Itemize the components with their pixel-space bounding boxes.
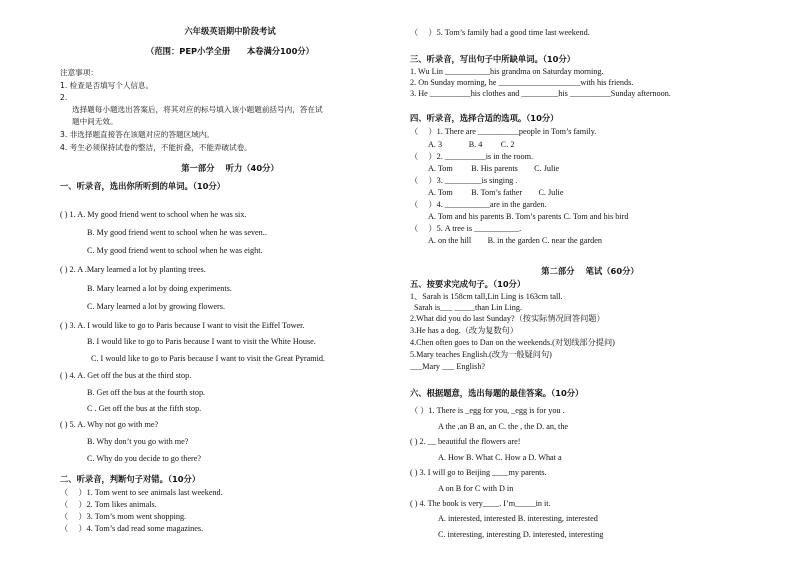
question-line: 2.What did you do last Sunday?（按实际情况回答问题） [410,314,605,323]
question-line: ___Mary ___ English? [410,362,486,371]
option-line: A. 3 B. 4 C. 2 [428,140,515,149]
section-two-heading: 二、听录音，判断句子对错。（10分） [60,474,201,484]
option-line: A. on the hill B. in the garden C. near the garden [428,236,602,245]
question-line: ( ) 1. A. My good friend went to school when he was six. [60,210,247,219]
question-line: ( ) 4. A. Get off the bus at the third stop. [60,371,192,380]
notice-item: 选择题每小题选出答案后，将其对应的标号填入该小题题前括号内，答在试 [72,105,323,114]
question-line: ( ) 4. The book is very____. I’m_____in it. [410,499,551,508]
question-line: （ ）5. A tree is ___________. [410,224,522,233]
notice-item: 1. 检查是否填写个人信息。 [60,81,154,90]
question-line: （ ）2. Tom likes animals. [60,500,157,509]
notice-item: 3. 非选择题直接答在该题对应的答题区域内。 [60,130,214,139]
question-line: （ ）1. There is _egg for you, _egg is for you . [410,406,565,415]
part-one-heading: 第一部分 听力（40分） [181,163,279,173]
option-line: C. Why do you decide to go there? [87,454,201,463]
option-line: A the ,an B an, an C. the , the D. an, the [438,422,569,431]
option-line: C. interesting, interesting D. interested, interesting [438,530,604,539]
question-line: （ ）4. ___________are in the garden. [410,200,547,209]
notice-item: 题中间无效。 [72,117,118,126]
notice-item: 4. 考生必须保持试卷的整洁，不能折叠，不能弄破试卷。 [60,143,252,152]
option-line: C . Get off the bus at the fifth stop. [87,404,202,413]
section-one-heading: 一、听录音，选出你所听到的单词。（10分） [60,181,226,191]
option-line: A. interested, interested B. interesting, interested [438,514,598,523]
option-line: A on B for C with D in [438,484,514,493]
option-line: B. Why don’t you go with me? [87,437,189,446]
notice-heading: 注意事项： [60,68,98,77]
question-line: ( ) 3. I will go to Beijing ____my parents. [410,468,547,477]
option-line: C. I would like to go to Paris because I want to visit the Great Pyramid. [91,354,325,363]
option-line: A. Tom B. Tom’s father C. Julie [428,188,564,197]
option-line: B. I would like to go to Paris because I want to visit the White House. [87,337,316,346]
option-line: B. My good friend went to school when he was seven.. [87,228,267,237]
question-line: 1. Wu Lin ___________his grandma on Saturday morning. [410,67,604,76]
option-line: C. Mary learned a lot by growing flowers. [87,302,226,311]
exam-title: 六年级英语期中阶段考试 [184,26,276,36]
section-three-heading: 三、听录音，写出句子中所缺单词。（10分） [410,54,576,64]
question-line: 5.Mary teaches English.(改为一般疑问句) [410,350,552,359]
section-six-heading: 六、根据题意，选出每题的最佳答案。（10分） [410,388,584,398]
section-five-heading: 五、按要求完成句子。（10分） [410,279,526,289]
question-line: Sarah is___ _____than Lin Ling. [414,303,523,312]
question-line: 3. He __________his clothes and _________his __________Sunday afternoon. [410,89,671,98]
exam-subtitle: （范围：PEP小学全册 本卷满分100分） [146,46,314,56]
question-line: （ ）1. Tom went to see animals last weekend. [60,488,223,497]
question-line: ( ) 2. __ beautiful the flowers are! [410,437,521,446]
option-line: B. Mary learned a lot by doing experiments. [87,284,232,293]
option-line: A. Tom and his parents B. Tom’s parents C. Tom and his bird [428,212,629,221]
part-two-heading: 第二部分 笔试（60分） [541,266,639,276]
question-line: （ ）5. Tom’s family had a good time last weekend. [410,28,590,37]
option-line: A. How B. What C. How a D. What a [438,453,562,462]
question-line: （ ）2. __________is in the room. [410,152,534,161]
question-line: 1、Sarah is 158cm tall,Lin Ling is 163cm tall. [410,292,563,301]
option-line: A. Tom B. His parents C. Julie [428,164,560,173]
section-four-heading: 四、听录音，选择合适的选项。（10分） [410,113,559,123]
question-line: 3.He has a dog.（改为复数句） [410,326,519,335]
question-line: ( ) 2. A .Mary learned a lot by planting trees. [60,265,206,274]
question-line: （ ）3. _________is singing . [410,176,518,185]
question-line: （ ）1. There are __________people in Tom’s family. [410,127,597,136]
question-line: ( ) 5. A. Why not go with me? [60,420,159,429]
question-line: （ ）3. Tom’s mom went shopping. [60,512,187,521]
question-line: 2. On Sunday morning, he ____________________with his friends. [410,78,634,87]
option-line: B. Get off the bus at the fourth stop. [87,388,206,397]
option-line: C. My good friend went to school when he was eight. [87,246,263,255]
question-line: 4.Chen often goes to Dan on the weekends.(对划线部分提问) [410,338,615,347]
question-line: ( ) 3. A. I would like to go to Paris because I want to visit the Eiffel Tower. [60,321,305,330]
question-line: （ ）4. Tom’s dad read some magazines. [60,524,204,533]
notice-item: 2. [60,93,68,102]
